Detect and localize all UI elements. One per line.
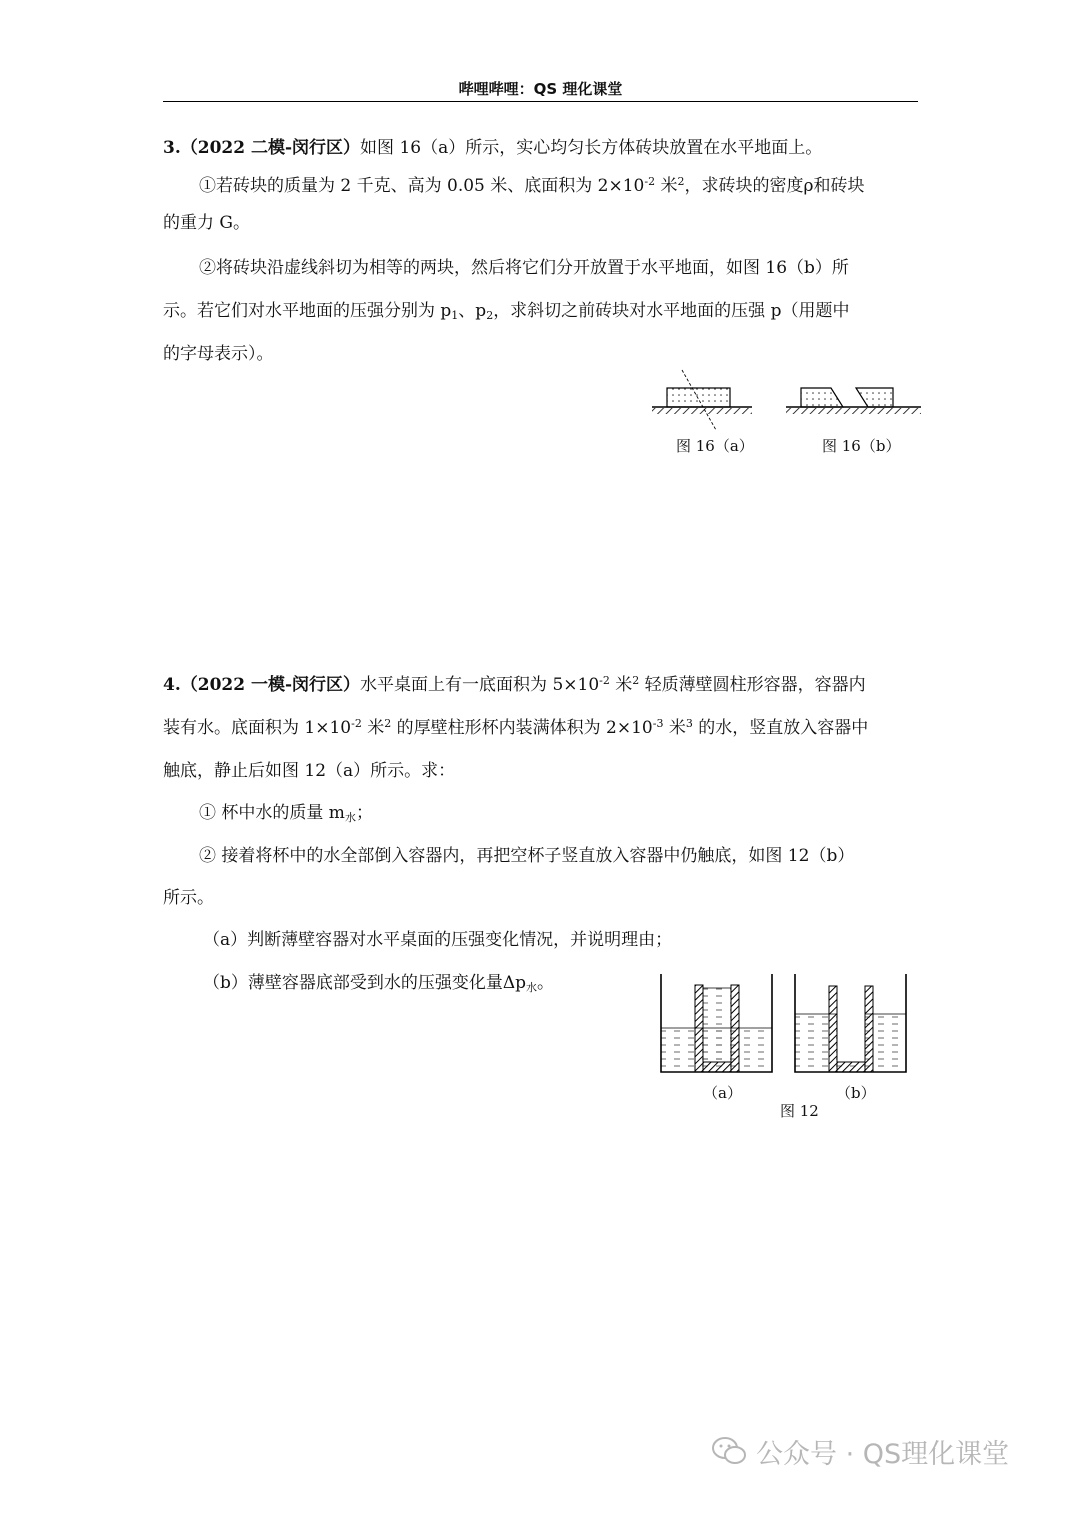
q4-unit1: 米	[609, 675, 633, 695]
q3-intro: 如图 16（a）所示，实心均匀长方体砖块放置在水平地面上。	[360, 138, 823, 158]
q4-sub-b-text: （b）薄壁容器底部受到水的压强变化量Δp	[203, 973, 527, 993]
header-divider	[163, 101, 918, 102]
q4-line2-mid: 的厚壁柱形杯内装满体积为 2×10	[391, 718, 653, 738]
q3-part1-line2: 的重力 G。	[163, 213, 250, 233]
q4-exp3: -3	[652, 717, 664, 730]
q3-part1-exponent: -2	[644, 175, 656, 188]
q3-p2-symbol: 、p	[458, 301, 487, 321]
q4-item2-line2: 所示。	[163, 888, 214, 908]
q4-cube: 3	[685, 717, 693, 730]
q3-source: （2022 二模-闵行区）	[180, 138, 361, 158]
figure-12a-label: （a）	[703, 1084, 742, 1102]
q3-number: 3.	[163, 138, 181, 158]
q3-part1-unit: 米	[655, 176, 678, 196]
q3-p2-subscript: 2	[486, 309, 494, 322]
page-header: 哔哩哔哩：QS 理化课堂	[458, 80, 623, 98]
q4-exp1: -2	[599, 674, 610, 687]
q4-square1: 2	[632, 674, 640, 687]
q4-item1-subscript: 水	[344, 811, 356, 824]
q4-unit3: 米	[663, 718, 686, 738]
q4-sub-a: （a）判断薄壁容器对水平桌面的压强变化情况，并说明理由；	[203, 930, 673, 950]
figure-16a-caption: 图 16（a）	[676, 437, 754, 455]
q3-part1-line1	[199, 171, 865, 196]
q4-item1-text: ① 杯中水的质量 m	[199, 803, 345, 823]
q4-line3: 触底，静止后如图 12（a）所示。求：	[163, 761, 456, 781]
q3-part2-ask: ，求斜切之前砖块对水平地面的压强 p（用题中	[493, 301, 850, 321]
q4-item1-end: ；	[355, 803, 373, 823]
q3-part1-ask: ，求砖块的密度ρ和砖块	[684, 176, 865, 196]
q4-line1-text: 水平桌面上有一底面积为 5×10	[360, 675, 600, 695]
figure-16b-caption: 图 16（b）	[822, 437, 901, 455]
q3-part1-text: ①若砖块的质量为 2 千克、高为 0.05 米、底面积为 2×10	[199, 176, 645, 196]
q3-part2-line3: 的字母表示）。	[163, 344, 274, 364]
q4-item1	[199, 798, 373, 823]
figure-16b-brick-halves	[786, 378, 921, 428]
q4-exp2: -2	[351, 717, 362, 730]
q4-unit2: 米	[361, 718, 385, 738]
q3-p1-subscript: 1	[451, 309, 459, 322]
figure-12a-container-with-cup	[659, 972, 774, 1076]
q4-number: 4.	[163, 675, 181, 695]
q4-line1-end: 轻质薄壁圆柱形容器，容器内	[639, 675, 866, 695]
q4-line2-end: 的水，竖直放入容器中	[692, 718, 869, 738]
watermark-text: 公众号 · QS理化课堂	[756, 1439, 1010, 1470]
q4-sub-b-subscript: 水	[526, 981, 538, 994]
figure-12-caption: 图 12	[780, 1102, 819, 1120]
q3-part2-line2	[163, 296, 849, 321]
q4-square2: 2	[384, 717, 392, 730]
q4-sub-b	[203, 968, 554, 993]
figure-12b-container-empty-cup	[793, 972, 908, 1076]
figure-12b-label: （b）	[836, 1084, 876, 1102]
q4-sub-b-end: 。	[537, 973, 555, 993]
q3-part1-square: 2	[677, 175, 685, 188]
q4-line2	[163, 713, 868, 738]
wechat-logo-icon	[711, 1436, 747, 1466]
figure-16a-brick-diagram	[652, 368, 752, 438]
q3-part2-line1: ②将砖块沿虚线斜切为相等的两块，然后将它们分开放置于水平地面，如图 16（b）所	[199, 258, 849, 278]
q3-intro-line	[163, 133, 822, 158]
q3-part2-text: 示。若它们对水平地面的压强分别为 p	[163, 301, 452, 321]
q4-item2-line1: ② 接着将杯中的水全部倒入容器内，再把空杯子竖直放入容器中仍触底，如图 12（b）	[199, 846, 855, 866]
q4-line2-text: 装有水。底面积为 1×10	[163, 718, 352, 738]
q4-line1	[163, 670, 866, 695]
q4-source: （2022 一模-闵行区）	[180, 675, 361, 695]
